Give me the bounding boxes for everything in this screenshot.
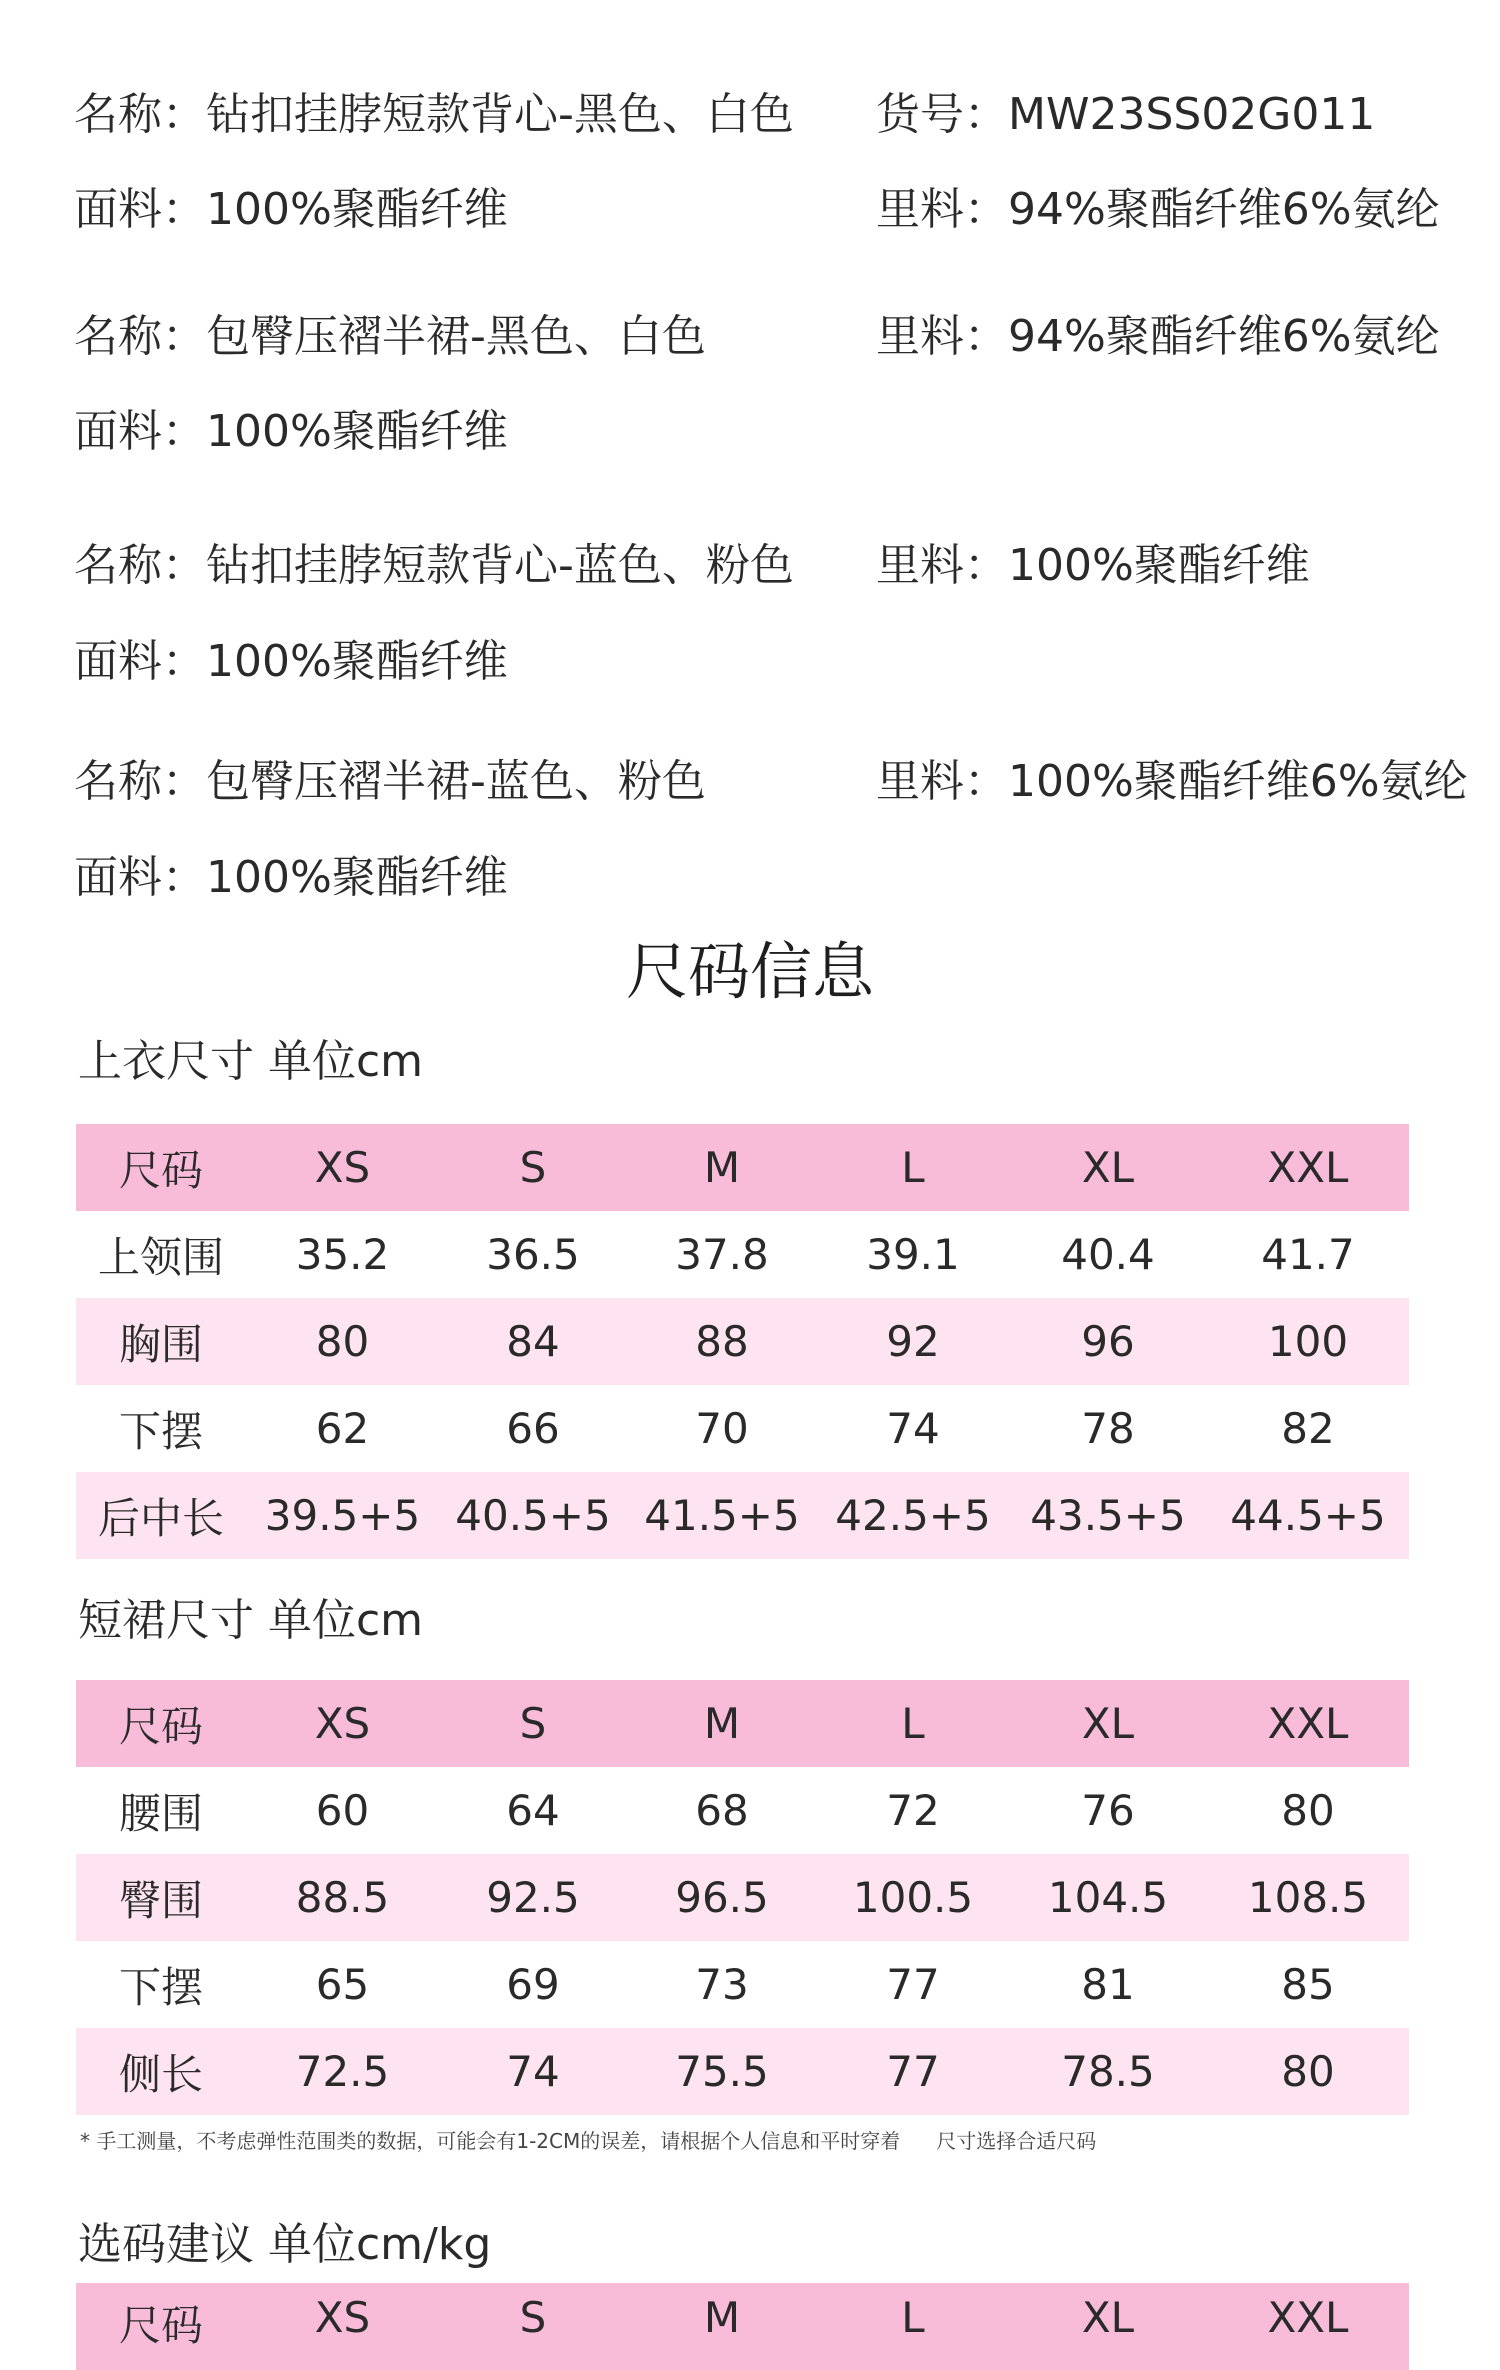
table-row: [76, 1211, 1409, 1298]
table-header-row: [76, 1680, 1409, 1767]
field-label: 名称: [74, 311, 162, 362]
size-value-cell: 80: [1281, 1786, 1335, 1835]
size-value-cell: 88.5: [295, 1873, 390, 1922]
size-value-cell: 88: [695, 1317, 749, 1366]
size-value-cell: 108.5: [1247, 1873, 1369, 1922]
field-value: 100%聚酯纤维: [206, 852, 508, 903]
row-label-cell: 上领围: [97, 1232, 224, 1282]
size-value-cell: 76: [1081, 1786, 1135, 1835]
product-left-field: [74, 752, 706, 812]
field-label: 面料: [74, 852, 162, 903]
size-value-cell: 41.5+5: [644, 1491, 800, 1540]
field-value: 100%聚酯纤维: [206, 184, 508, 235]
size-value-cell: 44.5+5: [1230, 1491, 1386, 1540]
field-label: 名称: [74, 89, 162, 140]
row-label-cell: 尺码: [118, 2301, 203, 2350]
table-row: [76, 2028, 1409, 2115]
product-right-field: [876, 180, 1440, 240]
top-size-caption: 上衣尺寸 单位cm: [78, 1036, 424, 1087]
row-label-cell: 尺码: [118, 1701, 203, 1751]
size-value-cell: L: [901, 1699, 925, 1748]
skirt-size-caption: 短裙尺寸 单位cm: [78, 1595, 424, 1646]
size-value-cell: 77: [886, 1960, 940, 2009]
field-label: 里料: [876, 756, 964, 807]
size-value-cell: 69: [506, 1960, 560, 2009]
measurement-note: [80, 2126, 1096, 2156]
row-label-cell: 后中长: [97, 1493, 224, 1543]
field-label: 名称: [74, 756, 162, 807]
field-separator: ：: [162, 311, 206, 362]
size-value-cell: 100.5: [852, 1873, 974, 1922]
size-value-cell: 77: [886, 2047, 940, 2096]
field-value: 100%聚酯纤维: [206, 406, 508, 457]
size-value-cell: S: [519, 2293, 547, 2342]
field-value: 94%聚酯纤维6%氨纶: [1008, 311, 1440, 362]
field-value: MW23SS02G011: [1008, 89, 1376, 140]
size-value-cell: 80: [1281, 2047, 1335, 2096]
field-label: 里料: [876, 311, 964, 362]
field-separator: ：: [964, 184, 1008, 235]
size-value-cell: 74: [886, 1404, 940, 1453]
size-value-cell: 41.7: [1261, 1230, 1355, 1279]
product-left-field: [74, 307, 706, 367]
table-row: [76, 1767, 1409, 1854]
size-value-cell: 96.5: [675, 1873, 769, 1922]
size-value-cell: 78: [1081, 1404, 1135, 1453]
row-label-cell: 侧长: [118, 2049, 203, 2099]
size-value-cell: 39.1: [866, 1230, 960, 1279]
skirt-size-table: [76, 1680, 1409, 2115]
product-left-field: [74, 632, 508, 692]
field-label: 里料: [876, 184, 964, 235]
field-value: 100%聚酯纤维6%氨纶: [1008, 756, 1468, 807]
size-value-cell: M: [703, 2293, 741, 2342]
size-value-cell: 73: [695, 1960, 749, 2009]
recommend-caption: 选码建议 单位cm/kg: [78, 2219, 492, 2270]
size-value-cell: XS: [314, 2293, 371, 2342]
size-value-cell: L: [901, 1143, 925, 1192]
size-value-cell: XL: [1081, 1699, 1135, 1748]
product-right-field: [876, 307, 1440, 367]
size-value-cell: 81: [1081, 1960, 1135, 2009]
field-separator: ：: [162, 406, 206, 457]
size-value-cell: S: [519, 1699, 547, 1748]
field-value: 包臀压褶半裙-黑色、白色: [206, 311, 706, 362]
row-label-cell: 下摆: [118, 1406, 203, 1456]
field-separator: ：: [162, 852, 206, 903]
field-separator: ：: [162, 184, 206, 235]
top-size-table: [76, 1124, 1409, 1559]
size-value-cell: XXL: [1267, 2293, 1349, 2342]
field-separator: ：: [162, 636, 206, 687]
measurement-note-text: * 手工测量，不考虑弹性范围类的数据，可能会有1-2CM的误差，请根据个人信息和平时穿着: [80, 2129, 901, 2153]
table-row: [76, 1385, 1409, 1472]
product-left-field: [74, 536, 794, 596]
field-label: 里料: [876, 540, 964, 591]
size-value-cell: M: [703, 1143, 741, 1192]
field-separator: ：: [162, 89, 206, 140]
table-row: [76, 1941, 1409, 2028]
size-value-cell: 65: [315, 1960, 370, 2009]
field-label: 面料: [74, 406, 162, 457]
size-value-cell: XL: [1081, 2293, 1135, 2342]
row-label-cell: 下摆: [118, 1962, 203, 2012]
product-right-field: [876, 752, 1468, 812]
size-value-cell: 40.5+5: [455, 1491, 611, 1540]
field-value: 钻扣挂脖短款背心-黑色、白色: [206, 89, 794, 140]
size-value-cell: 96: [1081, 1317, 1135, 1366]
field-separator: ：: [964, 756, 1008, 807]
size-value-cell: S: [519, 1143, 547, 1192]
field-label: 名称: [74, 540, 162, 591]
size-value-cell: 80: [315, 1317, 370, 1366]
product-left-field: [74, 85, 794, 145]
field-separator: ：: [162, 756, 206, 807]
size-value-cell: 72.5: [295, 2047, 390, 2096]
size-value-cell: M: [703, 1699, 741, 1748]
field-value: 94%聚酯纤维6%氨纶: [1008, 184, 1440, 235]
product-left-field: [74, 402, 508, 462]
table-row: [76, 1298, 1409, 1385]
row-label-cell: 胸围: [118, 1319, 203, 1369]
size-value-cell: 82: [1281, 1404, 1335, 1453]
size-value-cell: L: [901, 2293, 925, 2342]
size-value-cell: 85: [1281, 1960, 1335, 2009]
field-value: 100%聚酯纤维: [206, 636, 508, 687]
size-value-cell: XS: [314, 1143, 371, 1192]
size-value-cell: 75.5: [675, 2047, 769, 2096]
product-left-field: [74, 848, 508, 908]
size-value-cell: 68: [695, 1786, 749, 1835]
size-value-cell: 92.5: [486, 1873, 580, 1922]
field-label: 货号: [876, 89, 964, 140]
size-value-cell: XXL: [1267, 1699, 1349, 1748]
size-value-cell: XXL: [1267, 1143, 1349, 1192]
field-separator: ：: [964, 311, 1008, 362]
size-value-cell: 74: [506, 2047, 560, 2096]
field-separator: ：: [964, 540, 1008, 591]
field-value: 钻扣挂脖短款背心-蓝色、粉色: [206, 540, 794, 591]
field-label: 面料: [74, 636, 162, 687]
size-value-cell: 36.5: [486, 1230, 580, 1279]
size-value-cell: 37.8: [675, 1230, 769, 1279]
row-label-cell: 臀围: [118, 1875, 203, 1925]
size-value-cell: 92: [886, 1317, 940, 1366]
field-value: 100%聚酯纤维: [1008, 540, 1310, 591]
product-right-field: [876, 536, 1310, 596]
size-value-cell: 72: [886, 1786, 940, 1835]
size-value-cell: 66: [506, 1404, 560, 1453]
size-value-cell: 62: [315, 1404, 370, 1453]
size-value-cell: XL: [1081, 1143, 1135, 1192]
field-label: 面料: [74, 184, 162, 235]
product-left-field: [74, 180, 508, 240]
field-separator: ：: [964, 89, 1008, 140]
measurement-note-text-2: 尺寸选择合适尺码: [936, 2129, 1097, 2153]
table-row: [76, 1472, 1409, 1559]
table-header-row: [76, 2283, 1409, 2370]
recommend-size-table: [76, 2283, 1409, 2350]
size-value-cell: 64: [506, 1786, 560, 1835]
size-value-cell: 100: [1267, 1317, 1349, 1366]
table-row: [76, 1854, 1409, 1941]
size-value-cell: 104.5: [1047, 1873, 1169, 1922]
row-label-cell: 尺码: [118, 1145, 203, 1195]
size-value-cell: 42.5+5: [835, 1491, 991, 1540]
size-value-cell: 70: [695, 1404, 749, 1453]
size-value-cell: 78.5: [1061, 2047, 1155, 2096]
size-value-cell: 43.5+5: [1030, 1491, 1186, 1540]
size-info-title: 尺码信息: [625, 935, 874, 1008]
size-value-cell: 39.5+5: [264, 1491, 421, 1540]
field-value: 包臀压褶半裙-蓝色、粉色: [206, 756, 706, 807]
size-value-cell: 60: [315, 1786, 370, 1835]
field-separator: ：: [162, 540, 206, 591]
size-value-cell: XS: [314, 1699, 371, 1748]
size-value-cell: 35.2: [295, 1230, 390, 1279]
size-value-cell: 40.4: [1061, 1230, 1155, 1279]
row-label-cell: 腰围: [118, 1788, 203, 1838]
size-value-cell: 84: [506, 1317, 560, 1366]
product-right-field: [876, 85, 1375, 145]
table-header-row: [76, 1124, 1409, 1211]
